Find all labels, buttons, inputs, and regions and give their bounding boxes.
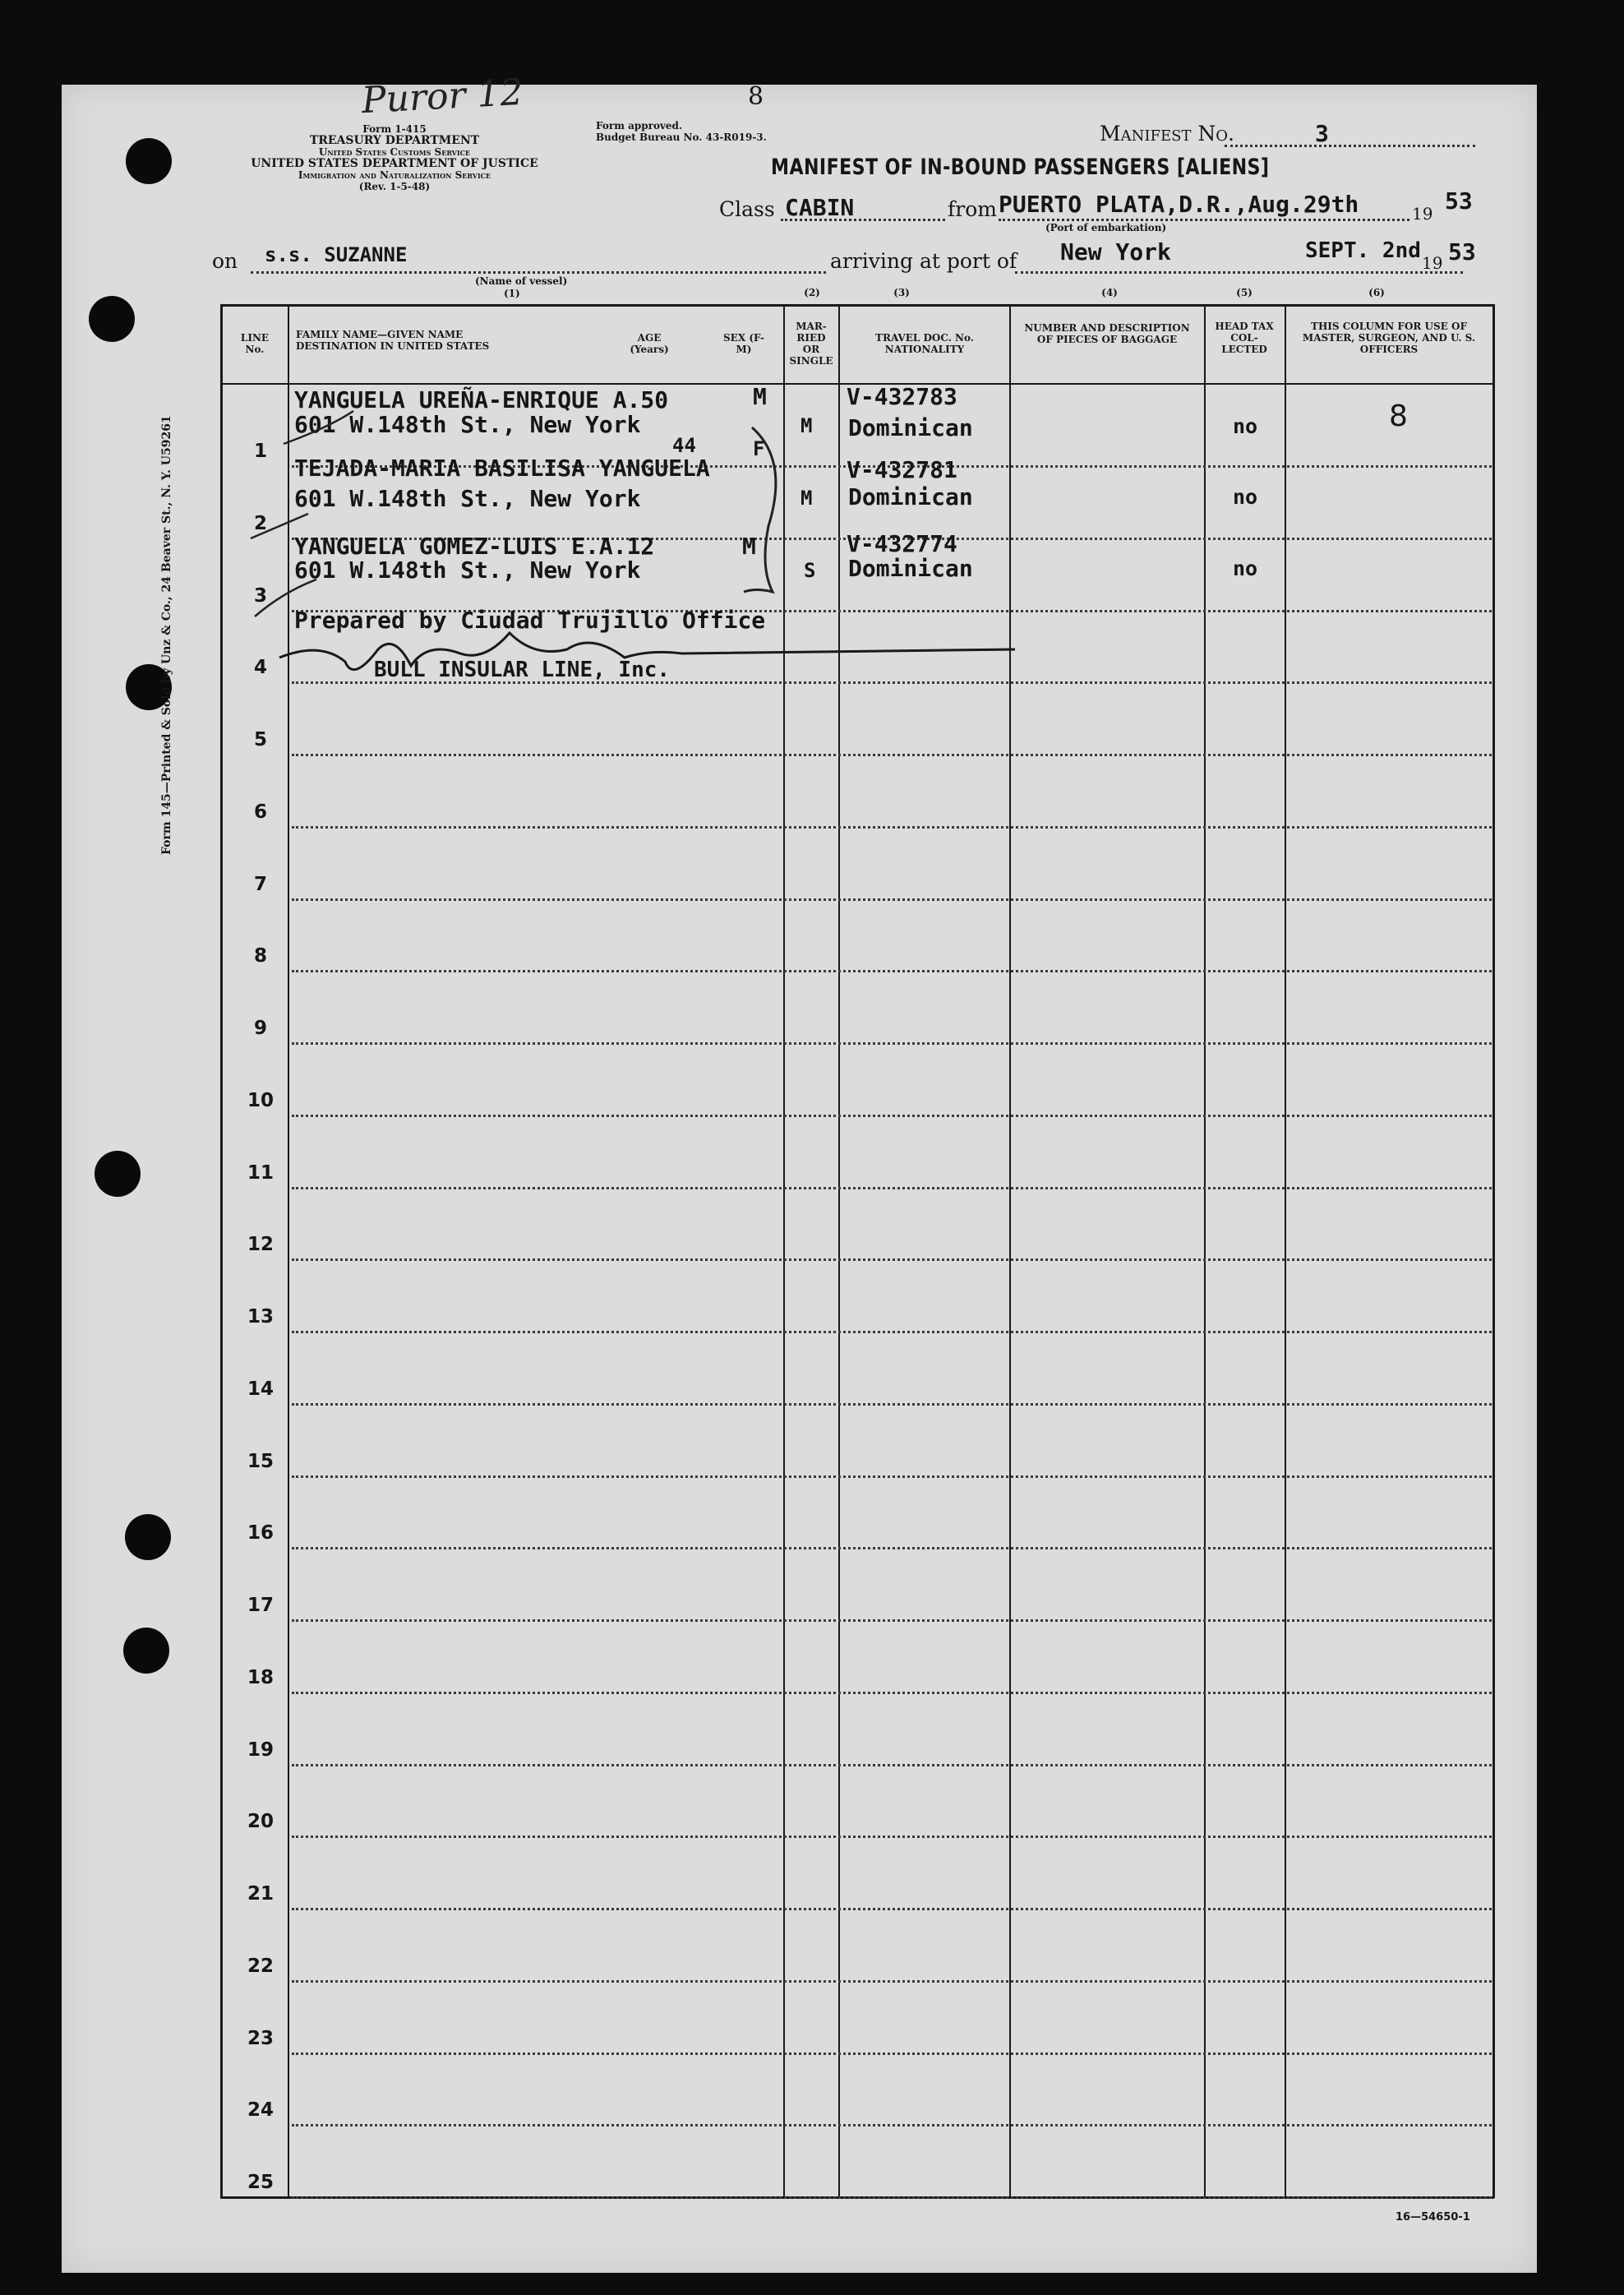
line-number: 9 <box>253 1018 267 1039</box>
line-number: 15 <box>247 1450 274 1472</box>
header-baggage: NUMBER AND DESCRIPTION OF PIECES OF BAGGAGE <box>1024 322 1190 345</box>
line-number: 19 <box>247 1739 274 1761</box>
line-number: 11 <box>247 1161 274 1184</box>
arrival-year: 53 <box>1448 238 1476 266</box>
arrival-port: New York <box>1060 238 1171 266</box>
budget-bureau: Budget Bureau No. 43-R019-3. <box>596 132 767 143</box>
header-travel: TRAVEL DOC. No. NATIONALITY <box>875 332 974 355</box>
vessel-note: (Name of vessel) <box>475 275 568 287</box>
line-number: 24 <box>247 2099 274 2122</box>
line-number: 2 <box>253 512 267 534</box>
port-embark-note: (Port of embarkation) <box>1045 222 1167 233</box>
justice-department: UNITED STATES DEPARTMENT OF JUSTICE <box>251 157 538 170</box>
printer-imprint: Form 145—Printed & Sold by Unz & Co., 24 Beaver St., N. Y. U59261 <box>160 415 173 855</box>
signature-mark <box>279 633 1015 670</box>
passenger-1-name: YANGUELA UREÑA-ENRIQUE A.50 <box>294 386 669 413</box>
passenger-2-married: M <box>800 487 813 510</box>
passenger-2-destination: 601 W.148th St., New York <box>294 485 641 512</box>
passenger-1-sex: M <box>753 383 767 410</box>
line-number: 10 <box>247 1089 274 1111</box>
line-number: 1 <box>253 441 267 462</box>
header-married: MAR-RIED OR SINGLE <box>789 321 833 367</box>
passenger-2-sex: F <box>753 437 765 460</box>
bracket-mark <box>744 427 776 592</box>
passenger-2-nationality: Dominican <box>848 483 973 510</box>
passenger-1-doc: V-432783 <box>847 383 957 410</box>
passenger-1-destination: 601 W.148th St., New York <box>294 411 641 438</box>
line-number: 20 <box>247 1811 274 1833</box>
handwritten-note: Puror 12 <box>360 71 524 122</box>
passenger-2-doc: V-432781 <box>847 456 957 483</box>
col-num-5: (5) <box>1236 287 1253 298</box>
line-number: 25 <box>247 2172 274 2193</box>
passenger-3-nationality: Dominican <box>848 555 973 582</box>
vessel-col: (1) <box>504 288 520 299</box>
from-value: PUERTO PLATA,D.R.,Aug.29th <box>999 191 1359 218</box>
manifest-no-label: Manifest No. <box>1100 122 1234 145</box>
page-title: MANIFEST OF IN-BOUND PASSENGERS [ALIENS] <box>771 155 1270 180</box>
line-number: 17 <box>247 1595 274 1616</box>
arriving-label: arriving at port of <box>830 249 1017 273</box>
line-number: 21 <box>247 1883 274 1905</box>
line-number: 5 <box>253 729 267 750</box>
line-number: 3 <box>253 584 267 607</box>
class-value: CABIN <box>785 194 855 221</box>
manifest-no-value: 3 <box>1315 120 1329 147</box>
arrival-date: SEPT. 2nd <box>1305 238 1421 263</box>
year-prefix: 19 <box>1412 204 1433 224</box>
on-label: on <box>212 249 238 273</box>
passenger-3-name: YANGUELA GOMEZ-LUIS E.A.12 <box>294 533 655 560</box>
passenger-3-sex: M <box>742 533 756 560</box>
corner-mark: 8 <box>748 82 764 111</box>
line-number: 23 <box>247 2027 274 2049</box>
col-num-6: (6) <box>1368 287 1385 298</box>
header-line-no: LINE No. <box>240 332 270 355</box>
line-number: 14 <box>247 1378 274 1400</box>
line-number: 22 <box>247 1955 274 1977</box>
line-number: 12 <box>247 1234 274 1256</box>
header-officers: THIS COLUMN FOR USE OF MASTER, SURGEON, AND U. S. OFFICERS <box>1302 321 1476 355</box>
line-number: 16 <box>247 1522 274 1545</box>
company-name: BULL INSULAR LINE, Inc. <box>374 658 671 682</box>
line-number: 6 <box>253 801 267 823</box>
form-approved: Form approved. <box>596 120 683 132</box>
line-number: 8 <box>253 945 267 967</box>
header-age: AGE (Years) <box>630 332 669 355</box>
passenger-3-destination: 601 W.148th St., New York <box>294 556 641 584</box>
prepared-by: Prepared by Ciudad Trujillo Office <box>294 607 766 634</box>
line-number: 18 <box>247 1666 274 1688</box>
col-num-4: (4) <box>1101 287 1118 298</box>
col-num-2: (2) <box>804 287 820 298</box>
year-value: 53 <box>1445 187 1473 215</box>
customs-service: United States Customs Service <box>318 146 471 158</box>
passenger-2-age: 44 <box>672 434 696 457</box>
footer-code: 16—54650-1 <box>1396 2211 1470 2223</box>
line-number: 7 <box>253 873 267 895</box>
ins-service: Immigration and Naturalization Service <box>298 169 491 181</box>
passenger-2-name: TEJADA-MARIA BASILISA YANGUELA <box>294 455 710 482</box>
arrival-year-prefix: 19 <box>1422 253 1443 273</box>
revision: (Rev. 1-5-48) <box>358 181 431 192</box>
passenger-2-tax: no <box>1233 485 1258 509</box>
header-tax: HEAD TAX COL-LECTED <box>1215 321 1274 355</box>
passenger-3-tax: no <box>1233 556 1258 580</box>
passenger-3-married: S <box>804 559 816 582</box>
tick-mark-1 <box>284 411 353 444</box>
line-number: 4 <box>253 657 267 679</box>
line-number: 13 <box>247 1306 274 1328</box>
tick-mark-2 <box>251 514 308 538</box>
header-name: FAMILY NAME—GIVEN NAME DESTINATION IN UNITED STATES <box>296 329 490 352</box>
passenger-1-officer-note: 8 <box>1389 399 1408 433</box>
vessel-name: s.s. SUZANNE <box>265 243 408 266</box>
from-label: from <box>948 197 997 221</box>
header-sex: SEX (F-M) <box>723 332 764 355</box>
passenger-1-nationality: Dominican <box>848 414 973 441</box>
passenger-1-tax: no <box>1233 414 1258 438</box>
form-number: Form 1-415 <box>362 123 427 135</box>
col-num-3: (3) <box>893 287 910 298</box>
tick-mark-3 <box>255 580 316 616</box>
passenger-3-doc: V-432774 <box>847 530 957 557</box>
treasury-department: TREASURY DEPARTMENT <box>309 134 480 147</box>
class-label: Class <box>719 197 775 221</box>
passenger-1-married: M <box>800 414 813 437</box>
